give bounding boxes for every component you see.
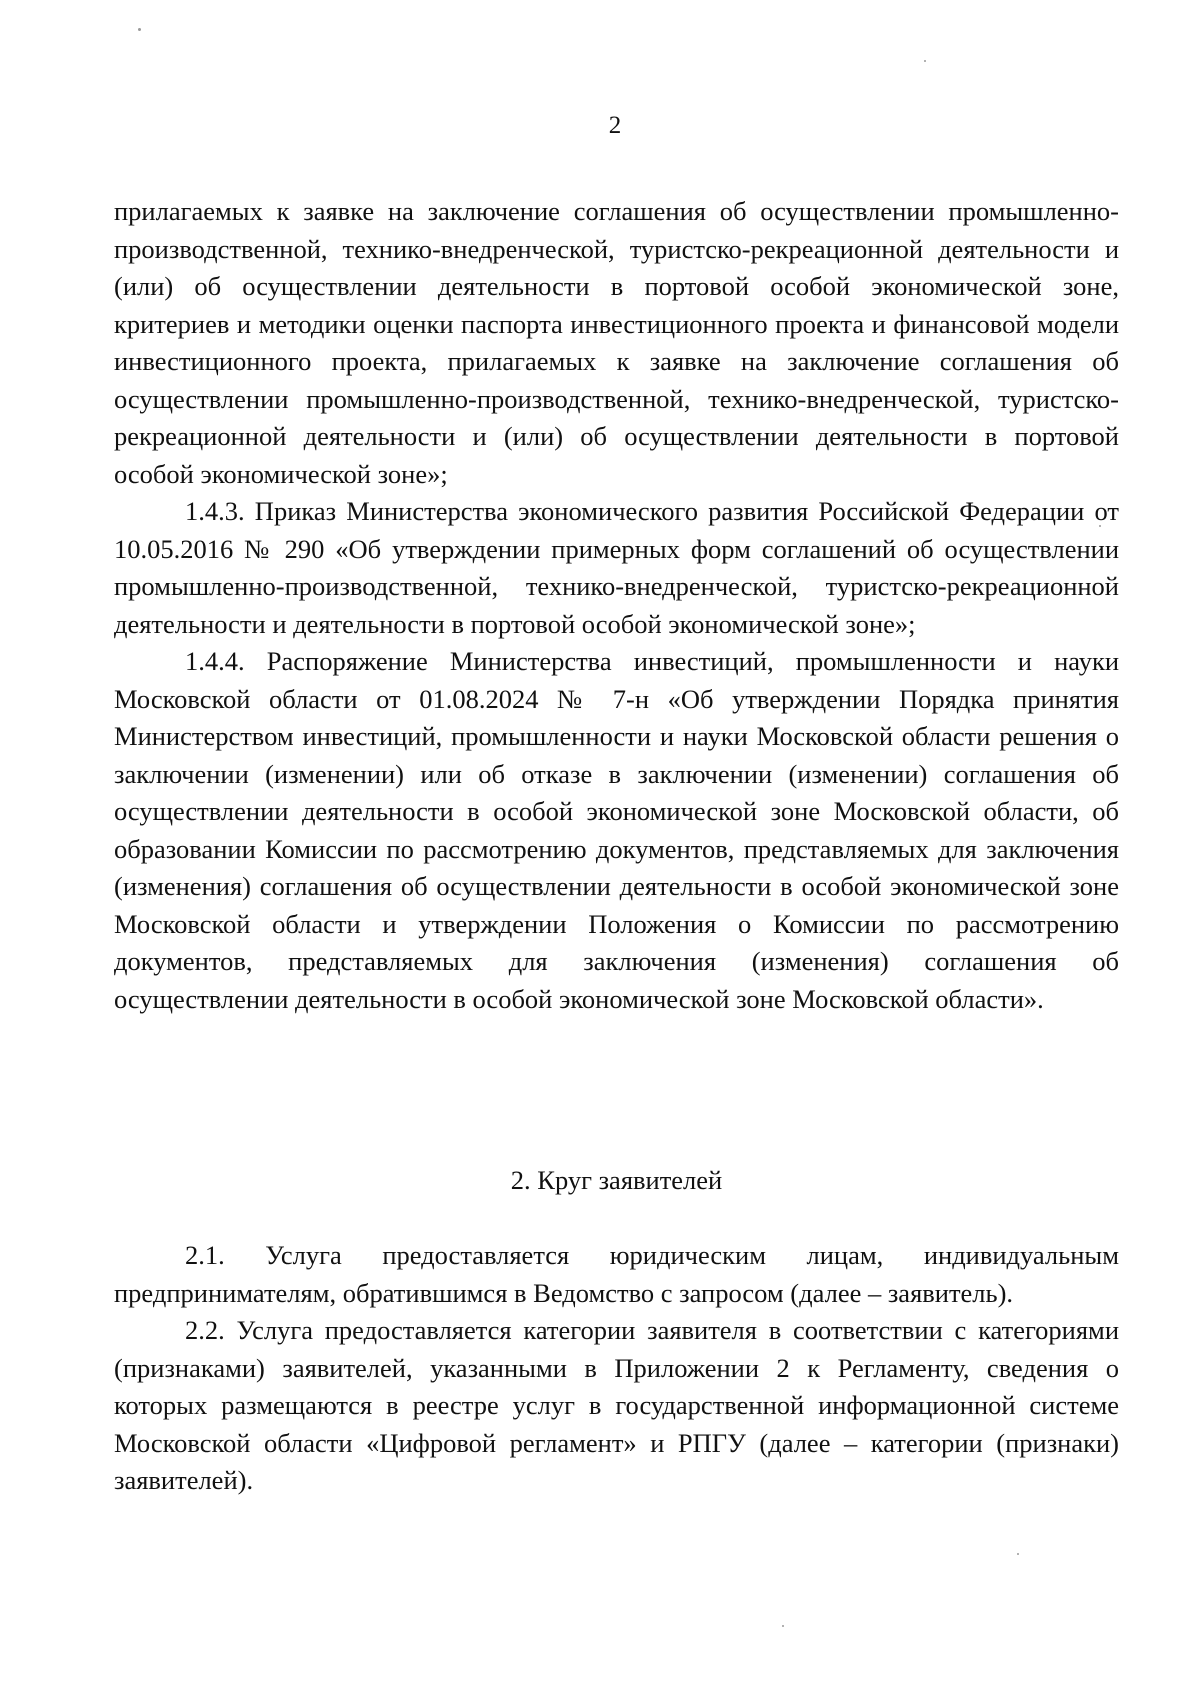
scan-speck — [782, 1625, 784, 1627]
section-heading: 2. Круг заявителей — [510, 1165, 723, 1195]
scan-speck — [1017, 1553, 1019, 1555]
paragraph-2-1: 2.1. Услуга предоставляется юридическим лицам, индивидуальным предпринимателям, обратившимся в Ведомство с запросом (далее – заявитель). — [114, 1240, 1119, 1308]
paragraph-1-4-4: 1.4.4. Распоряжение Министерства инвестиций, промышленности и науки Московской области от 01.08.2024 № 7-н «Об утверждении Порядка принятия Министерством инвестиций, промышленности и науки Московской области решения о заключении (изменении) или об отказе в заключении (изменении) соглашения об осуществлении деятельности в особой экономической зоне Московской области, об образовании Комиссии по рассмотрению документов, представляемых для заключения (изменения) соглашения об осуществлении деятельности в особой экономической зоне Московской области и утверждении Положения о Комиссии по рассмотрению документов, представляемых для заключения (изменения) соглашения об осуществлении деятельности в особой экономической зоне Московской области». — [114, 646, 1119, 1014]
paragraph-2-2: 2.2. Услуга предоставляется категории заявителя в соответствии с категориями (признаками) заявителей, указанными в Приложении 2 к Регламенту, сведения о которых размещаются в реестре услуг в государственной информационной системе Московской области «Цифровой регламент» и РПГУ (далее – категории (признаки) заявителей). — [114, 1315, 1119, 1495]
scan-speck — [924, 60, 926, 62]
legal-basis-list — [114, 193, 1119, 1018]
paragraph-continuation: прилагаемых к заявке на заключение соглашения об осуществлении промышленно-производственной, технико-внедренческой, туристско-рекреационной деятельности и (или) об осуществлении деятельности в портовой особой экономической зоне, критериев и методики оценки паспорта инвестиционного проекта и финансовой модели инвестиционного проекта, прилагаемых к заявке на заключение соглашения об осуществлении промышленно-производственной, технико-внедренческой, туристско-рекреационной деятельности и (или) об осуществлении деятельности в портовой особой экономической зоне»; — [114, 196, 1119, 489]
paragraph-1-4-3: 1.4.3. Приказ Министерства экономического развития Российской Федерации от 10.05.2016 № 290 «Об утверждении примерных форм соглашений об осуществлении промышленно-производственной, технико-внедренческой, туристско-рекреационной деятельности и деятельности в портовой особой экономической зоне»; — [114, 496, 1119, 639]
page-number: 2 — [608, 112, 622, 139]
scan-speck — [138, 28, 141, 31]
applicants-section — [114, 1237, 1119, 1500]
